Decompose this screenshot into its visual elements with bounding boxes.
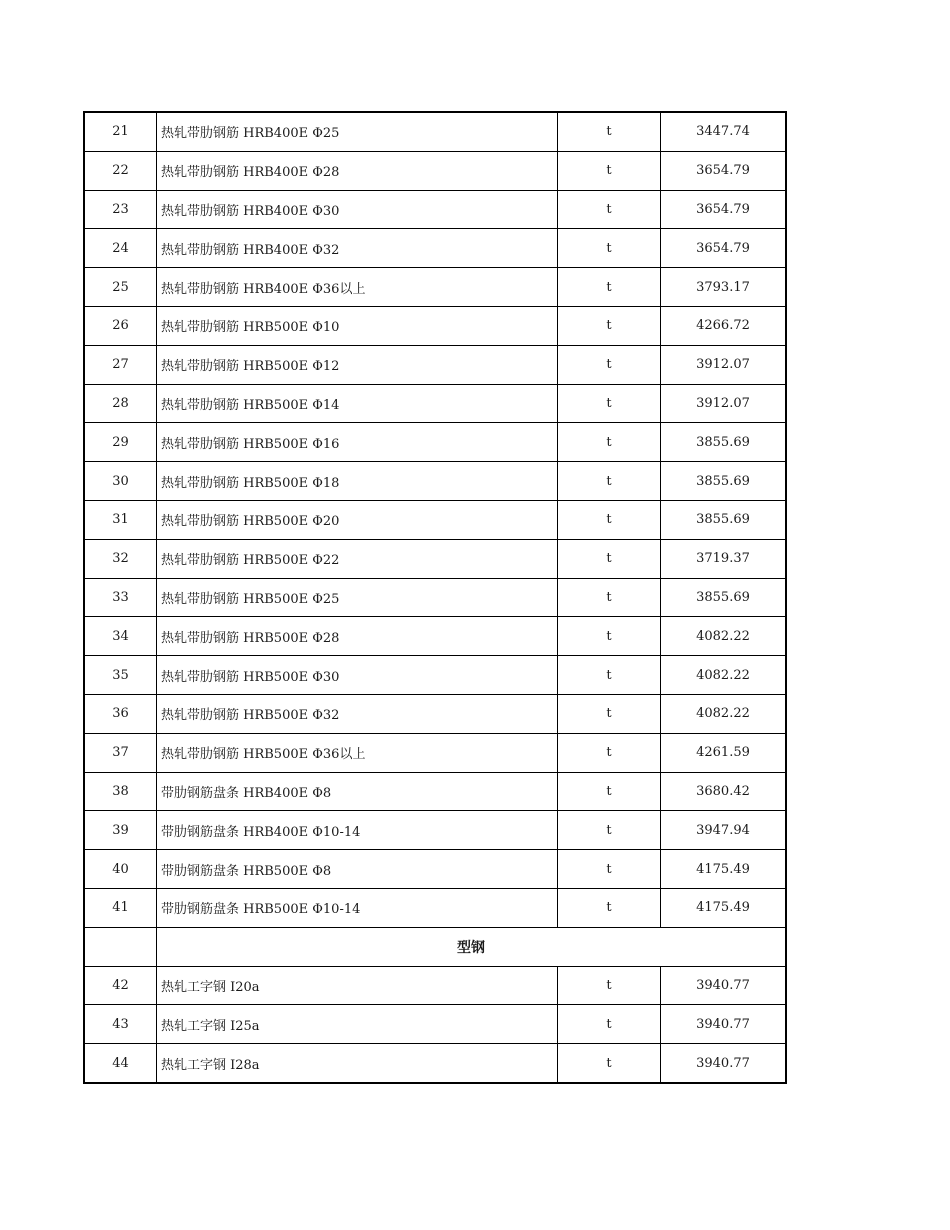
item-unit: t xyxy=(558,345,661,384)
row-number: 24 xyxy=(84,229,157,268)
item-price: 3680.42 xyxy=(661,772,787,811)
item-price: 3940.77 xyxy=(661,1005,787,1044)
row-number: 29 xyxy=(84,423,157,462)
table-row xyxy=(84,694,786,733)
item-name: 热轧带肋钢筋 HRB400E Φ36以上 xyxy=(157,268,558,307)
row-number: 34 xyxy=(84,617,157,656)
table-row xyxy=(84,151,786,190)
item-name: 热轧带肋钢筋 HRB500E Φ22 xyxy=(157,539,558,578)
table-row xyxy=(84,500,786,539)
item-price: 3447.74 xyxy=(661,112,787,151)
item-price: 3793.17 xyxy=(661,268,787,307)
row-number: 36 xyxy=(84,694,157,733)
section-title: 型钢 xyxy=(157,927,787,966)
item-price: 3912.07 xyxy=(661,345,787,384)
row-number: 23 xyxy=(84,190,157,229)
item-price: 3654.79 xyxy=(661,151,787,190)
item-name: 热轧带肋钢筋 HRB400E Φ30 xyxy=(157,190,558,229)
table-row xyxy=(84,966,786,1005)
item-unit: t xyxy=(558,423,661,462)
item-unit: t xyxy=(558,888,661,927)
item-unit: t xyxy=(558,850,661,889)
row-number: 35 xyxy=(84,656,157,695)
table-row xyxy=(84,345,786,384)
item-name: 热轧带肋钢筋 HRB500E Φ28 xyxy=(157,617,558,656)
item-unit: t xyxy=(558,578,661,617)
item-name: 热轧带肋钢筋 HRB500E Φ20 xyxy=(157,500,558,539)
section-row-group xyxy=(84,927,786,966)
item-unit: t xyxy=(558,151,661,190)
table-row xyxy=(84,190,786,229)
table-row xyxy=(84,306,786,345)
item-name: 热轧带肋钢筋 HRB500E Φ32 xyxy=(157,694,558,733)
section-row xyxy=(84,927,786,966)
row-number: 21 xyxy=(84,112,157,151)
item-price: 4266.72 xyxy=(661,306,787,345)
row-number: 37 xyxy=(84,733,157,772)
table-row xyxy=(84,1044,786,1083)
row-number: 25 xyxy=(84,268,157,307)
item-unit: t xyxy=(558,384,661,423)
row-number: 38 xyxy=(84,772,157,811)
row-number: 26 xyxy=(84,306,157,345)
table-row xyxy=(84,811,786,850)
item-name: 热轧带肋钢筋 HRB400E Φ25 xyxy=(157,112,558,151)
item-name: 热轧带肋钢筋 HRB400E Φ28 xyxy=(157,151,558,190)
table-row xyxy=(84,1005,786,1044)
item-name: 热轧工字钢 I28a xyxy=(157,1044,558,1083)
item-name: 热轧带肋钢筋 HRB500E Φ18 xyxy=(157,462,558,501)
item-price: 3947.94 xyxy=(661,811,787,850)
item-unit: t xyxy=(558,966,661,1005)
item-price: 3855.69 xyxy=(661,578,787,617)
table-row xyxy=(84,617,786,656)
item-price: 4082.22 xyxy=(661,694,787,733)
row-number: 44 xyxy=(84,1044,157,1083)
item-unit: t xyxy=(558,617,661,656)
item-price: 3855.69 xyxy=(661,462,787,501)
item-price: 3855.69 xyxy=(661,500,787,539)
table-row xyxy=(84,462,786,501)
item-name: 带肋钢筋盘条 HRB500E Φ8 xyxy=(157,850,558,889)
price-table xyxy=(83,111,787,1084)
table-row xyxy=(84,578,786,617)
item-unit: t xyxy=(558,656,661,695)
item-price: 4261.59 xyxy=(661,733,787,772)
item-name: 热轧工字钢 I20a xyxy=(157,966,558,1005)
table-row xyxy=(84,229,786,268)
rebar-rows xyxy=(84,112,786,927)
item-name: 带肋钢筋盘条 HRB400E Φ8 xyxy=(157,772,558,811)
item-unit: t xyxy=(558,268,661,307)
row-number: 39 xyxy=(84,811,157,850)
item-unit: t xyxy=(558,462,661,501)
item-unit: t xyxy=(558,1005,661,1044)
item-name: 热轧工字钢 I25a xyxy=(157,1005,558,1044)
item-price: 3654.79 xyxy=(661,190,787,229)
row-number: 31 xyxy=(84,500,157,539)
item-price: 4082.22 xyxy=(661,656,787,695)
table-row xyxy=(84,384,786,423)
row-number: 33 xyxy=(84,578,157,617)
table-row xyxy=(84,539,786,578)
item-name: 热轧带肋钢筋 HRB400E Φ32 xyxy=(157,229,558,268)
item-price: 3855.69 xyxy=(661,423,787,462)
section-number-cell xyxy=(84,927,157,966)
item-unit: t xyxy=(558,694,661,733)
item-unit: t xyxy=(558,190,661,229)
row-number: 32 xyxy=(84,539,157,578)
section-steel-rows xyxy=(84,966,786,1083)
table-row xyxy=(84,656,786,695)
item-unit: t xyxy=(558,733,661,772)
item-price: 4175.49 xyxy=(661,888,787,927)
item-price: 3912.07 xyxy=(661,384,787,423)
item-name: 热轧带肋钢筋 HRB500E Φ25 xyxy=(157,578,558,617)
table-row xyxy=(84,423,786,462)
item-name: 带肋钢筋盘条 HRB500E Φ10-14 xyxy=(157,888,558,927)
item-unit: t xyxy=(558,229,661,268)
item-price: 3940.77 xyxy=(661,966,787,1005)
item-name: 热轧带肋钢筋 HRB500E Φ12 xyxy=(157,345,558,384)
item-price: 3719.37 xyxy=(661,539,787,578)
item-name: 热轧带肋钢筋 HRB500E Φ36以上 xyxy=(157,733,558,772)
row-number: 28 xyxy=(84,384,157,423)
item-unit: t xyxy=(558,539,661,578)
item-name: 带肋钢筋盘条 HRB400E Φ10-14 xyxy=(157,811,558,850)
table-row xyxy=(84,733,786,772)
item-unit: t xyxy=(558,1044,661,1083)
row-number: 41 xyxy=(84,888,157,927)
row-number: 43 xyxy=(84,1005,157,1044)
item-price: 4082.22 xyxy=(661,617,787,656)
item-name: 热轧带肋钢筋 HRB500E Φ10 xyxy=(157,306,558,345)
row-number: 40 xyxy=(84,850,157,889)
table-row xyxy=(84,772,786,811)
item-price: 4175.49 xyxy=(661,850,787,889)
item-unit: t xyxy=(558,772,661,811)
table-row xyxy=(84,850,786,889)
item-name: 热轧带肋钢筋 HRB500E Φ30 xyxy=(157,656,558,695)
row-number: 22 xyxy=(84,151,157,190)
item-unit: t xyxy=(558,500,661,539)
table-row xyxy=(84,268,786,307)
item-price: 3940.77 xyxy=(661,1044,787,1083)
item-name: 热轧带肋钢筋 HRB500E Φ14 xyxy=(157,384,558,423)
row-number: 42 xyxy=(84,966,157,1005)
table-row xyxy=(84,888,786,927)
item-price: 3654.79 xyxy=(661,229,787,268)
item-unit: t xyxy=(558,811,661,850)
table-row xyxy=(84,112,786,151)
item-name: 热轧带肋钢筋 HRB500E Φ16 xyxy=(157,423,558,462)
item-unit: t xyxy=(558,112,661,151)
item-unit: t xyxy=(558,306,661,345)
row-number: 30 xyxy=(84,462,157,501)
row-number: 27 xyxy=(84,345,157,384)
